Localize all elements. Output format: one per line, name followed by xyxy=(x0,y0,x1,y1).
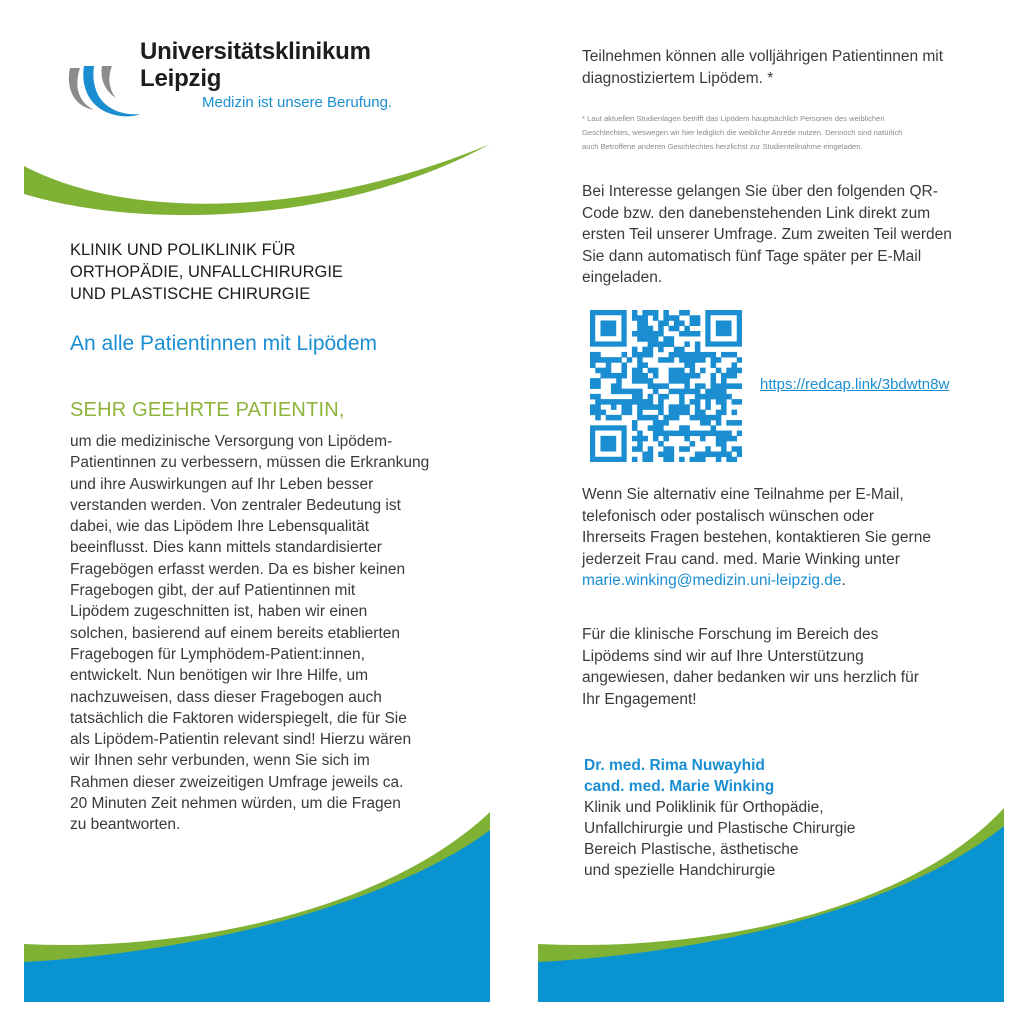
author-names xyxy=(584,755,774,797)
right-panel xyxy=(538,24,1004,1002)
headline: An alle Patientinnen mit Lipödem xyxy=(70,332,378,355)
clinic-name-line: UND PLASTISCHE CHIRURGIE xyxy=(70,285,311,303)
interest-text xyxy=(582,181,990,289)
body-line: dabei, wie das Lipödem Ihre Lebensqualität xyxy=(70,518,370,536)
research-line: Lipödems sind wir auf Ihre Unterstützung xyxy=(582,647,864,665)
body-line: Fragebögen erfasst werden. Da es bisher keinen xyxy=(70,560,406,578)
interest-line: ersten Teil unserer Umfrage. Zum zweiten Teil werden xyxy=(582,226,952,243)
contact-text xyxy=(582,484,990,592)
intro-text xyxy=(582,46,990,89)
address-line: Unfallchirurgie und Plastische Chirurgie xyxy=(584,820,856,837)
intro-line: Teilnehmen können alle volljährigen Patientinnen mit xyxy=(582,48,944,65)
logo-name-line: Universitätsklinikum xyxy=(140,38,371,65)
email-suffix: . xyxy=(841,572,846,589)
contact-line: Ihrerseits Fragen bestehen, kontaktieren Sie gerne xyxy=(582,529,931,546)
qr-code-icon[interactable] xyxy=(590,310,742,462)
body-line: um die medizinische Versorgung von Lipödem- xyxy=(70,433,393,450)
logo-name-line: Leipzig xyxy=(140,65,222,92)
footnote-line: auch Betroffene anderen Geschlechtes herzlichst zur Studienteilnahme eingeladen. xyxy=(582,142,863,151)
top-green-wave xyxy=(24,134,490,244)
ukl-logo-icon xyxy=(62,46,142,126)
interest-line: Bei Interesse gelangen Sie über den folgenden QR- xyxy=(582,183,938,200)
body-line: und ihre Auswirkungen auf Ihr Leben besser xyxy=(70,475,374,493)
clinic-name-line: ORTHOPÄDIE, UNFALLCHIRURGIE xyxy=(70,263,343,281)
author-name: cand. med. Marie Winking xyxy=(584,778,775,795)
salutation: SEHR GEEHRTE PATIENTIN, xyxy=(70,399,345,421)
contact-line: jederzeit Frau cand. med. Marie Winking unter xyxy=(582,550,900,568)
contact-line: Wenn Sie alternativ eine Teilnahme per E-Mail, xyxy=(582,486,904,503)
footnote-line: Geschlechtes, weswegen wir hier lediglich die weibliche Anrede nutzen. Dennoch sind natürlich xyxy=(582,128,903,137)
body-line: Fragebogen gibt, der auf Patientinnen mit xyxy=(70,582,356,600)
address-line: und spezielle Handchirurgie xyxy=(584,862,776,879)
body-text xyxy=(70,431,490,836)
interest-line: Sie dann automatisch fünf Tage später per E-Mail xyxy=(582,247,922,265)
logo-slogan: Medizin ist unsere Berufung. xyxy=(202,94,393,111)
survey-link[interactable]: https://redcap.link/3bdwtn8w xyxy=(760,376,950,393)
body-line: wir Ihnen sehr verbunden, wenn Sie sich im xyxy=(70,752,370,770)
author-name: Dr. med. Rima Nuwayhid xyxy=(584,757,765,774)
interest-line: Code bzw. den danebenstehenden Link direkt zum xyxy=(582,204,931,222)
left-panel xyxy=(24,24,490,1002)
body-line: Rahmen dieser zweizeitigen Umfrage jeweils ca. xyxy=(70,773,404,791)
footnote xyxy=(582,112,992,154)
footnote-line: * Laut aktuellen Studienlagen betrifft das Lipödem hauptsächlich Personen des weiblichen xyxy=(582,114,885,123)
body-line: tatsächlich die Faktoren widerspiegelt, die für Sie xyxy=(70,709,407,727)
body-line: solchen, basierend auf einem bereits etablierten xyxy=(70,624,401,642)
body-line: 20 Minuten Zeit nehmen würden, um die Fragen xyxy=(70,795,401,813)
body-line: Fragebogen für Lymphödem-Patient:innen, xyxy=(70,645,365,663)
research-line: Ihr Engagement! xyxy=(582,690,697,708)
bottom-wave xyxy=(24,802,490,1002)
body-line: entwickelt. Nun benötigen wir Ihre Hilfe, um xyxy=(70,667,369,685)
intro-line: diagnostiziertem Lipödem. * xyxy=(582,69,774,87)
research-text xyxy=(582,624,990,710)
email-link[interactable]: marie.winking@medizin.uni-leipzig.de xyxy=(582,572,842,589)
body-line: Patientinnen zu verbessern, müssen die Erkrankung xyxy=(70,454,430,472)
contact-line: telefonisch oder postalisch wünschen oder xyxy=(582,507,875,525)
research-line: angewiesen, daher bedanken wir uns herzlich für xyxy=(582,669,919,686)
address-line: Bereich Plastische, ästhetische xyxy=(584,841,799,858)
research-line: Für die klinische Forschung im Bereich des xyxy=(582,626,879,643)
body-line: zu beantworten. xyxy=(70,816,181,834)
logo-name xyxy=(140,38,371,92)
body-line: beeinflusst. Dies kann mittels standardisierter xyxy=(70,539,382,557)
body-line: verstanden werden. Von zentraler Bedeutung ist xyxy=(70,496,401,514)
interest-line: eingeladen. xyxy=(582,269,663,286)
department-address xyxy=(584,797,855,881)
clinic-name xyxy=(70,239,343,305)
body-line: Lipödem zugeschnitten ist, haben wir einen xyxy=(70,603,368,621)
body-line: nachzuweisen, dass dieser Fragebogen auch xyxy=(70,688,382,706)
body-line: als Lipödem-Patientin relevant sind! Hierzu wären xyxy=(70,731,412,749)
address-line: Klinik und Poliklinik für Orthopädie, xyxy=(584,799,824,816)
clinic-name-line: KLINIK UND POLIKLINIK FÜR xyxy=(70,241,296,259)
